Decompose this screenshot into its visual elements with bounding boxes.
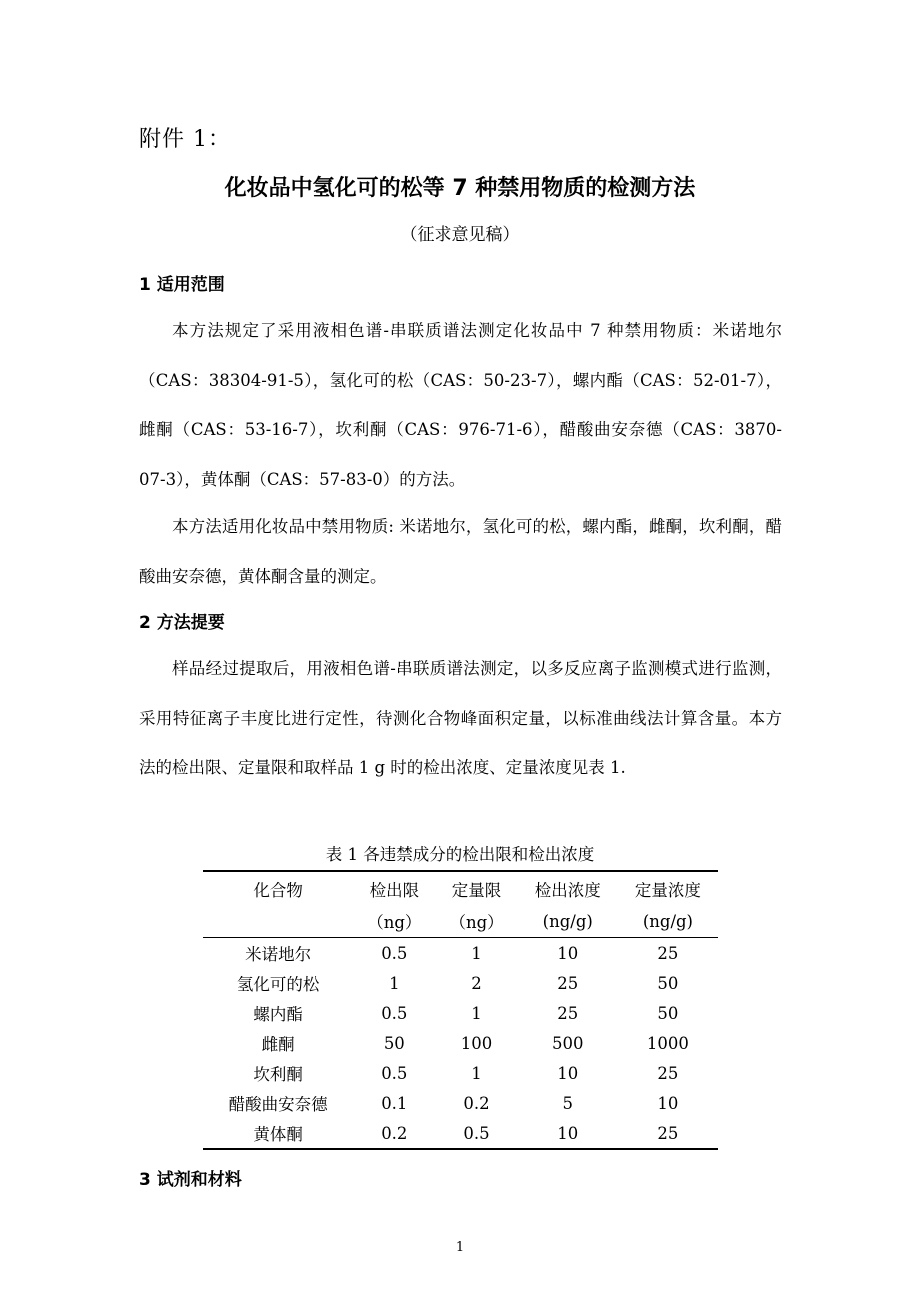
unit-cell: （ng）	[353, 905, 435, 938]
table-cell: 50	[657, 1003, 679, 1023]
table-cell: 25	[657, 943, 679, 963]
document-title: 化妆品中氢化可的松等 7 种禁用物质的检测方法	[224, 176, 696, 201]
table-cell: 0.5	[381, 943, 408, 963]
table-cell: 25	[657, 1063, 679, 1083]
section-1-paragraph-1: 本方法规定了采用液相色谱-串联质谱法测定化妆品中 7 种禁用物质：米诺地尔（CAS：38304-91-5），氢化可的松（CAS：50-23-7），螺内酯（CAS：52-01-7），雌酮（CAS：53-16-7），坎利酮（CAS：976-71-6），醋酸曲安奈德（CAS：3870-07-3），黄体酮（CAS：57-83-0）的方法。	[139, 321, 782, 489]
table-cell: 1	[389, 973, 400, 993]
table-cell: 1	[471, 1063, 482, 1083]
section-1-heading: 1 适用范围	[139, 275, 225, 295]
table-cell: 螺内酯	[253, 1005, 303, 1024]
unit-cell: （ng）	[435, 905, 517, 938]
table-cell: 0.1	[381, 1093, 408, 1113]
table-row	[203, 968, 718, 998]
header-cell: 化合物	[203, 871, 353, 905]
table-cell: 100	[460, 1033, 493, 1053]
table-cell: 50	[657, 973, 679, 993]
section-2-heading: 2 方法提要	[139, 613, 225, 633]
table-cell: 雌酮	[261, 1035, 295, 1054]
table-cell: 0.5	[381, 1063, 408, 1083]
table-cell: 1000	[646, 1033, 689, 1053]
table-cell: 25	[557, 973, 579, 993]
table-cell: 0.5	[381, 1003, 408, 1023]
unit-cell	[203, 905, 353, 938]
table-cell: 2	[471, 973, 482, 993]
section-3-heading: 3 试剂和材料	[139, 1170, 242, 1190]
table-cell: 10	[557, 943, 579, 963]
table-caption: 表 1 各违禁成分的检出限和检出浓度	[325, 845, 595, 864]
table-row	[203, 1118, 718, 1149]
page-number: 1	[455, 1240, 465, 1255]
table-cell: 10	[518, 1118, 618, 1149]
table-cell: 10	[557, 1063, 579, 1083]
header-cell: 检出限	[353, 871, 435, 905]
table-cell: 1	[471, 943, 482, 963]
table-row	[203, 1058, 718, 1088]
table-cell: 坎利酮	[253, 1065, 303, 1084]
table-row	[203, 998, 718, 1028]
table-row	[203, 1028, 718, 1058]
unit-cell: (ng/g)	[618, 905, 718, 938]
header-cell: 定量浓度	[618, 871, 718, 905]
document-subtitle: （征求意见稿）	[400, 225, 520, 245]
table-cell: 500	[551, 1033, 584, 1053]
unit-cell: (ng/g)	[518, 905, 618, 938]
table-cell: 0.2	[463, 1093, 490, 1113]
header-cell: 定量限	[435, 871, 517, 905]
section-1-paragraph-2: 本方法适用化妆品中禁用物质: 米诺地尔，氢化可的松，螺内酯，雌酮，坎利酮，醋酸曲安奈德，黄体酮含量的测定。	[139, 517, 782, 586]
table-cell: 米诺地尔	[245, 945, 312, 964]
table-cell: 25	[618, 1118, 718, 1149]
header-cell: 检出浓度	[518, 871, 618, 905]
section-2-paragraph-1: 样品经过提取后，用液相色谱-串联质谱法测定，以多反应离子监测模式进行监测，采用特征离子丰度比进行定性，待测化合物峰面积定量，以标准曲线法计算含量。本方法的检出限、定量限和取样品 1 g 时的检出浓度、定量浓度见表 1.	[139, 659, 782, 777]
table-cell: 黄体酮	[203, 1118, 353, 1149]
table-row	[203, 938, 718, 969]
detection-limits-table	[203, 870, 718, 1150]
table-cell: 10	[657, 1093, 679, 1113]
table-cell: 50	[383, 1033, 405, 1053]
table-cell: 醋酸曲安奈德	[228, 1095, 328, 1114]
table-cell: 0.5	[435, 1118, 517, 1149]
attachment-label: 附件 1：	[139, 127, 231, 152]
table-cell: 1	[471, 1003, 482, 1023]
table-cell: 氢化可的松	[236, 975, 320, 994]
table-header-row	[203, 871, 718, 905]
table-units-row	[203, 905, 718, 938]
table-cell: 25	[557, 1003, 579, 1023]
table-cell: 5	[562, 1093, 573, 1113]
table-cell: 0.2	[353, 1118, 435, 1149]
table-row	[203, 1088, 718, 1118]
